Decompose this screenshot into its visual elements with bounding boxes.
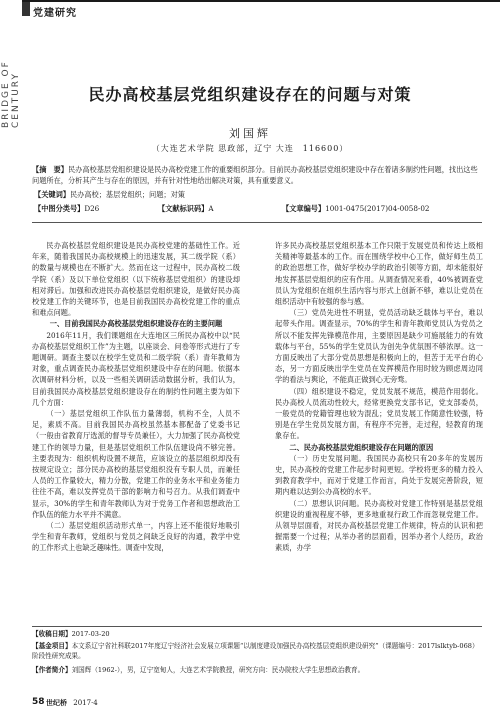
- author-affiliation: （大连艺术学院 思政部，辽宁 大连 116600）: [151, 144, 349, 153]
- abstract-rule: [32, 222, 482, 223]
- keywords: [34, 190, 185, 200]
- journal-issue: 2017·4: [73, 699, 98, 707]
- fund-text: 本文系辽宁省社科联2017年度辽宁经济社会发展立项课题“以制度建设加强民办高校基层党组织建设研究”（课题编号：2017lslktyb-068）阶段性研究成果。: [32, 642, 479, 660]
- journal-name: [46, 698, 98, 708]
- author-bio: [32, 665, 482, 675]
- section-label: 党建研究: [33, 8, 77, 19]
- clc: [34, 204, 99, 214]
- doc-code-label: 【文献标识码】: [158, 204, 209, 213]
- article-title: 民办高校基层党组织建设存在的问题与对策: [88, 85, 412, 104]
- right-column: [275, 240, 483, 554]
- received-date: [32, 629, 482, 639]
- clc-value: D26: [84, 204, 100, 213]
- doc-code: [158, 204, 214, 214]
- paragraph: （一）基层党组织工作队伍力量薄弱，机构不全，人员不足，素质不高。目前我国民办高校虽然基本都配备了党委书记（一般由省教育厅选派的督导专员兼任），大力加强了民办高校党建工作的领导力量，但是基层党组织工作队伍建设尚不够完善。主要表现为：组织机构设置不规范，应该设立的基层组织却没有按规定设立；部分民办高校的基层党组织没有专职人员，而兼任人员的工作量较大，精力分散，党建工作的业务水平和业务能力往往不高，难以发挥党员干部的影响力和号召力。从我们调查中显示，30%的学生和青年教师认为对于党务工作者和思想政治工作队伍的能力水平并不满意。: [32, 409, 240, 519]
- section-heading: 一、目前我国民办高校基层党组织建设存在的主要问题: [49, 319, 223, 329]
- paragraph: 民办高校基层党组织建设是民办高校党建的基础性工作。近年来，随着我国民办高校规模上的迅速发展，其二级学院（系）的数量与规模也在不断扩大。然而在这一过程中，民办高校二级学院（系）及以下单位党组织（以下统称基层党组织）的建设却相对滞后。加强和改进民办高校基层党组织建设，是做好民办高校党建工作的关键环节，也是目前我国民办高校党建工作的重点和难点问题。: [32, 241, 240, 318]
- footnote-rule: [32, 626, 482, 627]
- header-rule: [22, 0, 500, 2]
- paragraph: （四）组织建设不稳定，党员发展不规范，模范作用弱化。民办高校人员流动性较大，经常更换党支部书记，党支部委员，一般党员的党籍管理也较为混乱；党员发展工作随意性较强，特别是在学生党员发展方面，有程序不完善，走过程，轻教育的现象存在。: [275, 386, 483, 441]
- paragraph: （三）党员先进性不明显，党员活动缺乏载体与平台，难以起带头作用。调查显示，70%的学生和青年教师党员认为党员之所以不能发挥先锋模范作用，主要原因是缺少可施展能力的有效载体与平台，55%的学生党员认为创先争优氛围不够浓厚。这一方面反映出了大部分党员思想是积极向上的，但苦于无平台的心态，另一方面反映出学生党员在发挥模范作用时较为顾虑周边同学的看法与舆论，不能真正做到心无旁骛。: [275, 308, 483, 385]
- keywords-label: 【关键词】: [34, 190, 70, 199]
- abstract: [32, 164, 482, 186]
- clc-label: 【中图分类号】: [34, 204, 85, 213]
- section-heading: 二、民办高校基层党组织建设存在问题的原因: [289, 442, 434, 452]
- side-label: BRIDGE OF CENTURY: [1, 60, 21, 128]
- received-label: 【收稿日期】: [32, 630, 72, 638]
- abstract-label: 【摘 要】: [32, 165, 68, 174]
- paragraph: （一）历史发展问题。我国民办高校只有20多年的发展历史，民办高校的党建工作起步时间更短。学校将更多的精力投入到教育教学中，而对于党建工作而言，尚处于发展完善阶段，短期内难以达到公办高校的水平。: [275, 453, 483, 497]
- page-number: 58: [32, 697, 45, 707]
- journal-title: 世纪桥: [46, 698, 67, 707]
- left-column: [32, 240, 240, 554]
- article-number: [282, 204, 430, 214]
- fund-label: 【基金项目】: [32, 642, 72, 650]
- paragraph: 2016年11月，我们课题组在大连地区三所民办高校中以“民办高校基层党组织工作”为主题，以座谈会、问卷等形式进行了专题调研。调查主要以在校学生党员和二级学院（系）青年教师为对象，重点调查民办高校基层党组织建设中存在的问题。依据本次调研材料分析，以及一些相关调研活动数据分析，我们认为，目前我国民办高校基层党组织建设存在的制约性问题主要为如下几个方面：: [32, 330, 240, 407]
- abstract-text: 民办高校基层党组织建设是民办高校党建工作的重要组织部分。目前民办高校基层党组织建设中存在着诸多制约性问题，找出这些问题所在，分析其产生与存在的原因，并有针对性地给出解决对策，具有重要意义。: [32, 165, 478, 185]
- doc-code-value: A: [208, 204, 214, 213]
- fund-info: [32, 641, 482, 661]
- keywords-text: 民办高校；基层党组织；问题；对策: [69, 190, 185, 199]
- paragraph: （二）基层党组织活动形式单一，内容上还不能很好地吸引学生和青年教师，党组织与党员之间缺乏良好的沟通，教学中党的工作形式上也缺乏趣味性。调查中发现，: [32, 521, 240, 553]
- author-name: 刘国辉: [229, 127, 271, 140]
- article-number-label: 【文章编号】: [282, 204, 326, 213]
- paragraph: 许多民办高校基层党组织基本工作只限于发展党员和传达上级相关精神等最基本的工作。而在围绕学校中心工作，做好师生员工的政治思想工作，做好学校办学的政治引领等方面，却未能很好地发挥基层党组织的应有作用。从调查情况来看，40%被调查党员认为党组织在组织生活内容与形式上创新不够，难以让党员在组织活动中有较强的参与感。: [275, 241, 483, 307]
- article-number-value: 1001-0475(2017)04-0058-02: [325, 204, 430, 213]
- bio-text: 刘国辉（1962-），男，辽宁宽甸人，大连艺术学院教授，研究方向：民办院校大学生思想政治教育。: [71, 666, 365, 674]
- paragraph: （二）思想认识问题。民办高校对党建工作特别是基层党组织建设的重视程度不够，更多地重视行政工作而忽视党建工作。从领导层面看，对民办高校基层党建工作规律，特点的认识和把握需要一个过程；从举办者的层面看，因举办者个人经历，政治素质，办学: [275, 498, 483, 553]
- header-block: [22, 2, 30, 16]
- bio-label: 【作者简介】: [32, 666, 72, 674]
- received-value: 2017-03-20: [71, 630, 110, 638]
